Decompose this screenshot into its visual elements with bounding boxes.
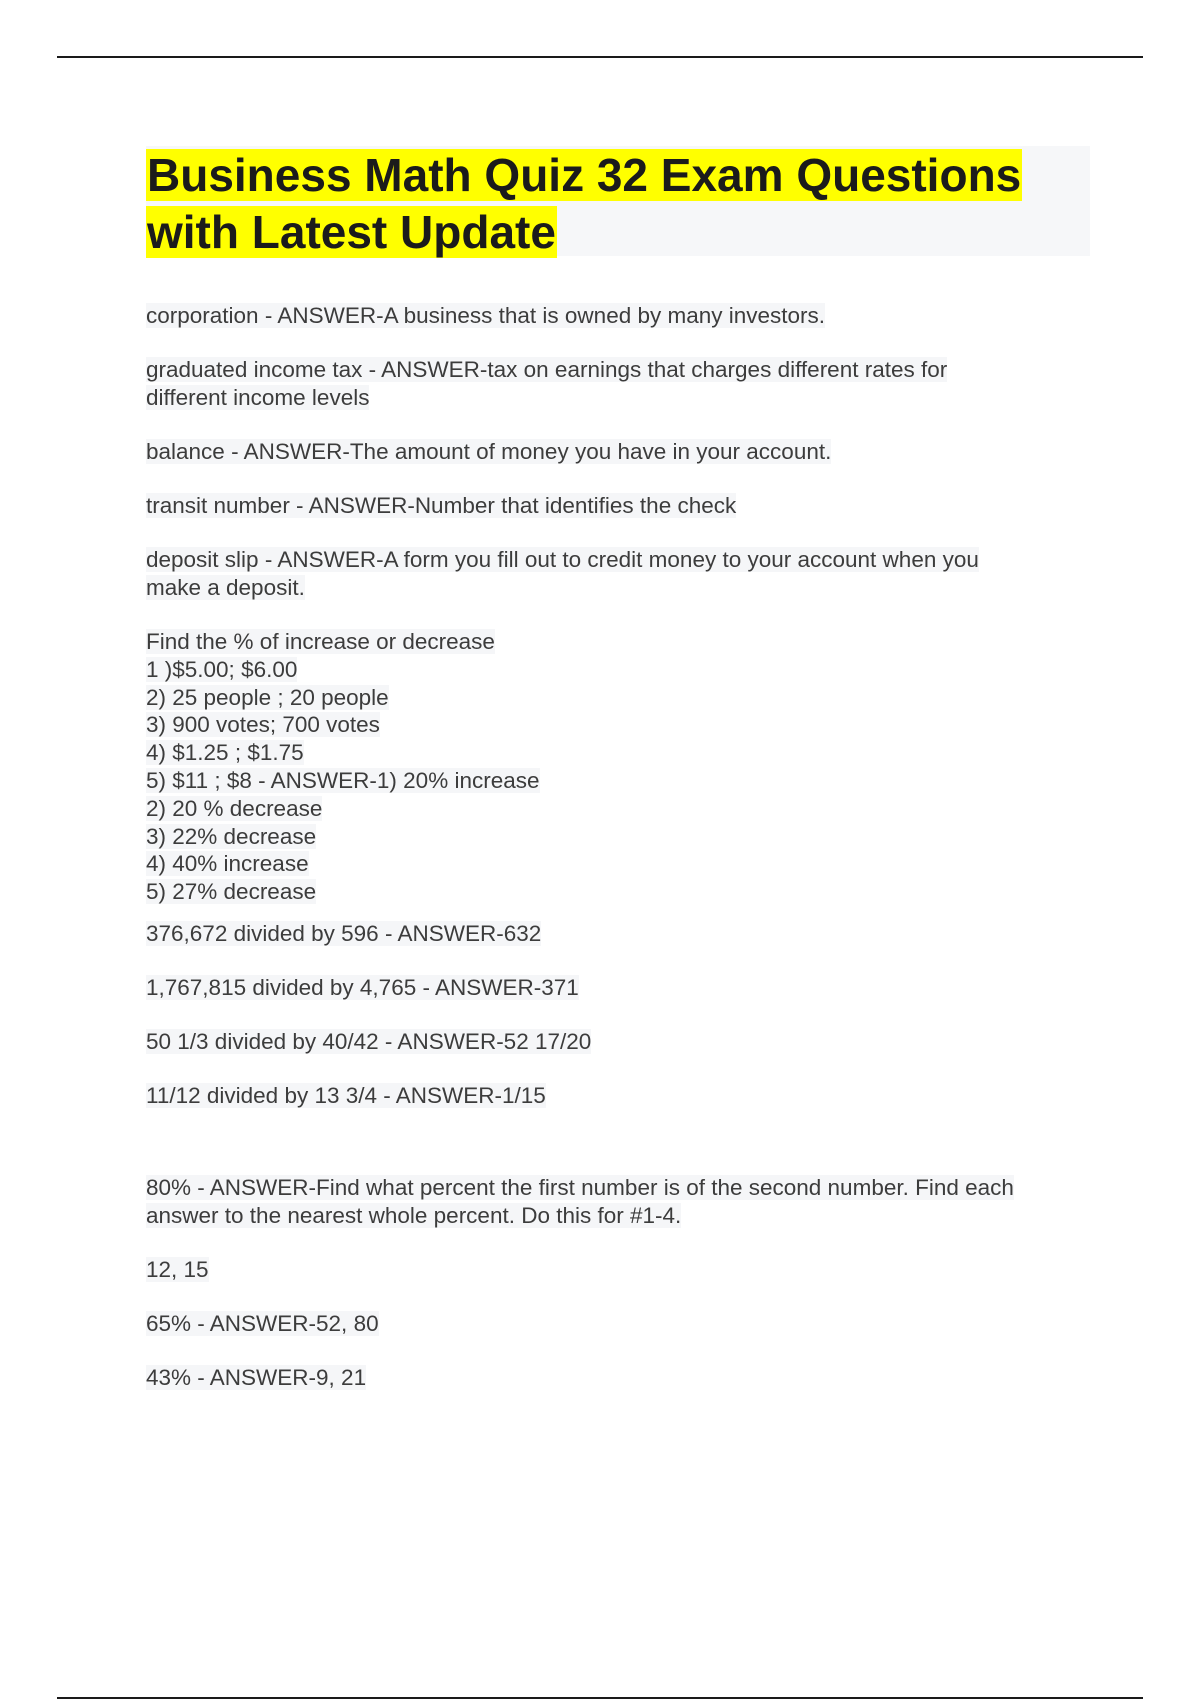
entry-division-4: 11/12 divided by 13 3/4 - ANSWER-1/15 <box>146 1082 546 1108</box>
entry-balance <box>146 438 1086 466</box>
document-title <box>146 147 1086 261</box>
title-line-1: Business Math Quiz 32 Exam Questions <box>147 149 1022 201</box>
entry-division-1: 376,672 divided by 596 - ANSWER-632 <box>146 920 542 946</box>
entry-transit-number <box>146 492 1086 520</box>
entry-text-line-1: deposit slip - ANSWER-A form you fill out to credit money to your account when you <box>146 547 979 572</box>
entry-division-2: 1,767,815 divided by 4,765 - ANSWER-371 <box>146 974 579 1000</box>
list-line: 3) 22% decrease <box>146 823 317 849</box>
list-line: 4) 40% increase <box>146 851 309 877</box>
entry-65-percent: 65% - ANSWER-52, 80 <box>146 1310 379 1336</box>
entry-text-line-1: graduated income tax - ANSWER-tax on earnings that charges different rates for <box>146 357 948 382</box>
list-line: Find the % of increase or decrease <box>146 629 495 654</box>
entry-text-line-1: 80% - ANSWER-Find what percent the first number is of the second number. Find each <box>146 1174 1014 1200</box>
list-line: 4) $1.25 ; $1.75 <box>146 740 304 766</box>
entry-graduated-income-tax <box>146 356 1086 412</box>
entry-43-percent: 43% - ANSWER-9, 21 <box>146 1364 367 1390</box>
entry-deposit-slip <box>146 546 1086 602</box>
entry-division-3: 50 1/3 divided by 40/42 - ANSWER-52 17/20 <box>146 1028 592 1054</box>
entry-text-line-2: answer to the nearest whole percent. Do this for #1-4. <box>146 1202 682 1228</box>
entry-text: corporation - ANSWER-A business that is owned by many investors. <box>146 303 826 328</box>
list-line: 3) 900 votes; 700 votes <box>146 712 380 738</box>
title-line-2: with Latest Update <box>147 206 556 258</box>
entry-text-line-2: different income levels <box>146 385 370 410</box>
entry-corporation <box>146 302 1086 330</box>
entry-pair: 12, 15 <box>146 1256 209 1282</box>
entry-text: transit number - ANSWER-Number that identifies the check <box>146 493 737 518</box>
document-body <box>146 302 1086 1418</box>
blank-line <box>146 1136 1086 1174</box>
entry-text-line-2: make a deposit. <box>146 575 305 600</box>
list-line: 1 )$5.00; $6.00 <box>146 656 298 682</box>
list-line: 2) 20 % decrease <box>146 795 323 821</box>
top-rule <box>57 56 1143 58</box>
list-line: 2) 25 people ; 20 people <box>146 684 389 710</box>
entry-percent-of <box>146 1174 1086 1230</box>
list-line: 5) $11 ; $8 - ANSWER-1) 20% increase <box>146 767 540 793</box>
entry-text: balance - ANSWER-The amount of money you have in your account. <box>146 439 832 464</box>
percent-change-question <box>146 628 1086 906</box>
list-line: 5) 27% decrease <box>146 879 317 905</box>
bottom-rule <box>57 1697 1143 1699</box>
